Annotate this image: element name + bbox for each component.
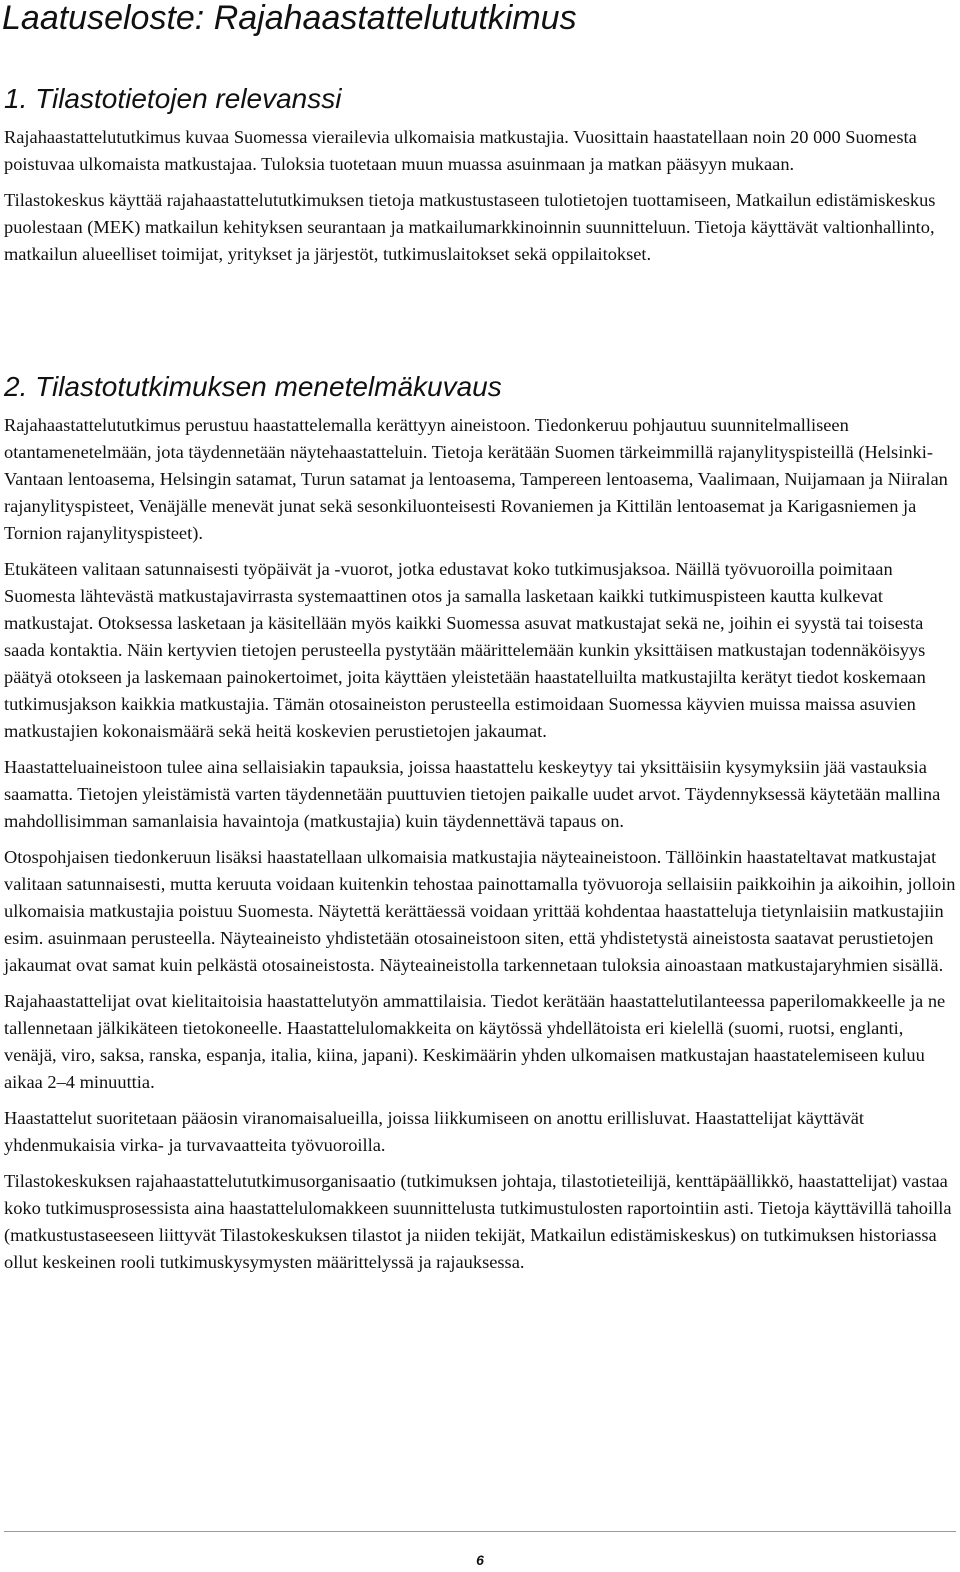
section-heading: 1. Tilastotietojen relevanssi (4, 83, 342, 114)
section-relevance (4, 82, 956, 268)
paragraph: Otospohjaisen tiedonkeruun lisäksi haastatellaan ulkomaisia matkustajia näyteaineistoon. Tällöinkin haastateltavat matkustajat valitaan satunnaisesti, mutta keruuta voidaan kuitenkin tehostaa painottamalla työvuoroja sellaisiin paikkoihin ja aikoihin, jolloin ulkomaisia matkustajia poistuu Suomesta. Näytettä kerättäessä voidaan yrittää kohdentaa haastatteluja tietynlaisiin matkustajiin esim. asuinmaan perusteella. Näyteaineisto yhdistetään otosaineistoon siten, että yhdistetystä aineistosta saatavat perustietojen jakaumat ovat samat kuin pelkästä otosaineistosta. Näyteaineistolla tarkennetaan tuloksia ainoastaan matkustajaryhmien sisällä. (4, 847, 956, 975)
paragraph: Tilastokeskuksen rajahaastattelututkimusorganisaatio (tutkimuksen johtaja, tilastotieteilijä, kenttäpäällikkö, haastattelijat) vastaa koko tutkimusprosessista aina haastattelulomakkeen suunnittelusta tutkimustulosten raportointiin asti. Tietoja käyttävillä tahoilla (matkustustaseeseen liittyvät Tilastokeskuksen tilastot ja niiden tekijät, Matkailun edistämiskeskus) on tutkimuksen historiassa ollut keskeinen rooli tutkimuskysymysten määrittelyssä ja rajauksessa. (4, 1171, 952, 1272)
section-methodology (4, 370, 956, 1276)
paragraph: Etukäteen valitaan satunnaisesti työpäivät ja -vuorot, jotka edustavat koko tutkimusjaksoa. Näillä työvuoroilla poimitaan Suomesta lähtevästä matkustajavirrasta systemaattinen otos ja samalla lasketaan kaikki tutkimuspisteen kautta kulkevat matkustajat. Otoksessa lasketaan ja käsitellään myös kaikki Suomessa asuvat matkustajat sekä ne, joihin ei syystä tai toisesta saada kontaktia. Näin kertyvien tietojen perusteella pystytään määrittelemään kunkin yksittäisen matkustajan todennäköisyys päätyä otokseen ja laskemaan painokertoimet, joita käyttäen yleistetään haastatelluilta matkustajilta kerätyt tiedot koskemaan tutkimusjakson kaikkia matkustajia. Tämän otosaineiston perusteella estimoidaan Suomessa käyvien muissa maissa asuvien matkustajien kokonaismäärä sekä heitä koskevien perustietojen jakaumat. (4, 559, 926, 741)
paragraph: Rajahaastattelijat ovat kielitaitoisia haastattelutyön ammattilaisia. Tiedot kerätään haastattelutilanteessa paperilomakkeelle ja ne tallennetaan jälkikäteen tietokoneelle. Haastattelulomakkeita on käytössä yhdellätoista eri kielellä (suomi, ruotsi, englanti, venäjä, viro, saksa, ranska, espanja, italia, kiina, japani). Keskimäärin yhden ulkomaisen matkustajan haastatelemiseen kuluu aikaa 2–4 minuuttia. (4, 991, 946, 1092)
paragraph: Haastattelut suoritetaan pääosin viranomaisalueilla, joissa liikkumiseen on anottu erillisluvat. Haastattelijat käyttävät yhdenmukaisia virka- ja turvavaatteita työvuoroilla. (4, 1108, 865, 1155)
paragraph: Haastatteluaineistoon tulee aina sellaisiakin tapauksia, joissa haastattelu keskeytyy tai yksittäisiin kysymyksiin jää vastauksia saamatta. Tietojen yleistämistä varten täydennetään puuttuvien tietojen paikalle uudet arvot. Täydennyksessä käytetään mallina mahdollisimman samanlaisia havaintoja (matkustajia) kuin täydennettävä tapaus on. (4, 757, 941, 831)
page-number: 6 (476, 1552, 484, 1568)
footer-divider (4, 1531, 956, 1532)
document-title: Laatuseloste: Rajahaastattelututkimus (2, 0, 577, 37)
paragraph: Tilastokeskus käyttää rajahaastattelututkimuksen tietoja matkustustaseen tulotietojen tuottamiseen, Matkailun edistämiskeskus puolestaan (MEK) matkailun kehityksen seurantaan ja matkailumarkkinoinnin suunnitteluun. Tietoja käyttävät valtionhallinto, matkailun alueelliset toimijat, yritykset ja järjestöt, tutkimuslaitokset sekä oppilaitokset. (4, 190, 936, 264)
section-heading: 2. Tilastotutkimuksen menetelmäkuvaus (4, 371, 502, 402)
paragraph: Rajahaastattelututkimus perustuu haastattelemalla kerättyyn aineistoon. Tiedonkeruu pohjautuu suunnitelmalliseen otantamenetelmään, jota täydennetään näytehaastatteluin. Tietoja kerätään Suomen tärkeimmillä rajanylityspisteillä (Helsinki-Vantaan lentoasema, Helsingin satamat, Turun satamat ja lentoasema, Tampereen lentoasema, Vaalimaan, Nuijamaan ja Niiralan rajanylityspisteet, Venäjälle menevät junat sekä sesonkiluonteisesti Rovaniemen ja Kittilän lentoasemat ja Karigasniemen ja Tornion rajanylityspisteet). (4, 415, 948, 543)
paragraph: Rajahaastattelututkimus kuvaa Suomessa vierailevia ulkomaisia matkustajia. Vuosittain haastatellaan noin 20 000 Suomesta poistuvaa ulkomaista matkustajaa. Tuloksia tuotetaan muun muassa asuinmaan ja matkan pääsyyn mukaan. (4, 127, 917, 174)
